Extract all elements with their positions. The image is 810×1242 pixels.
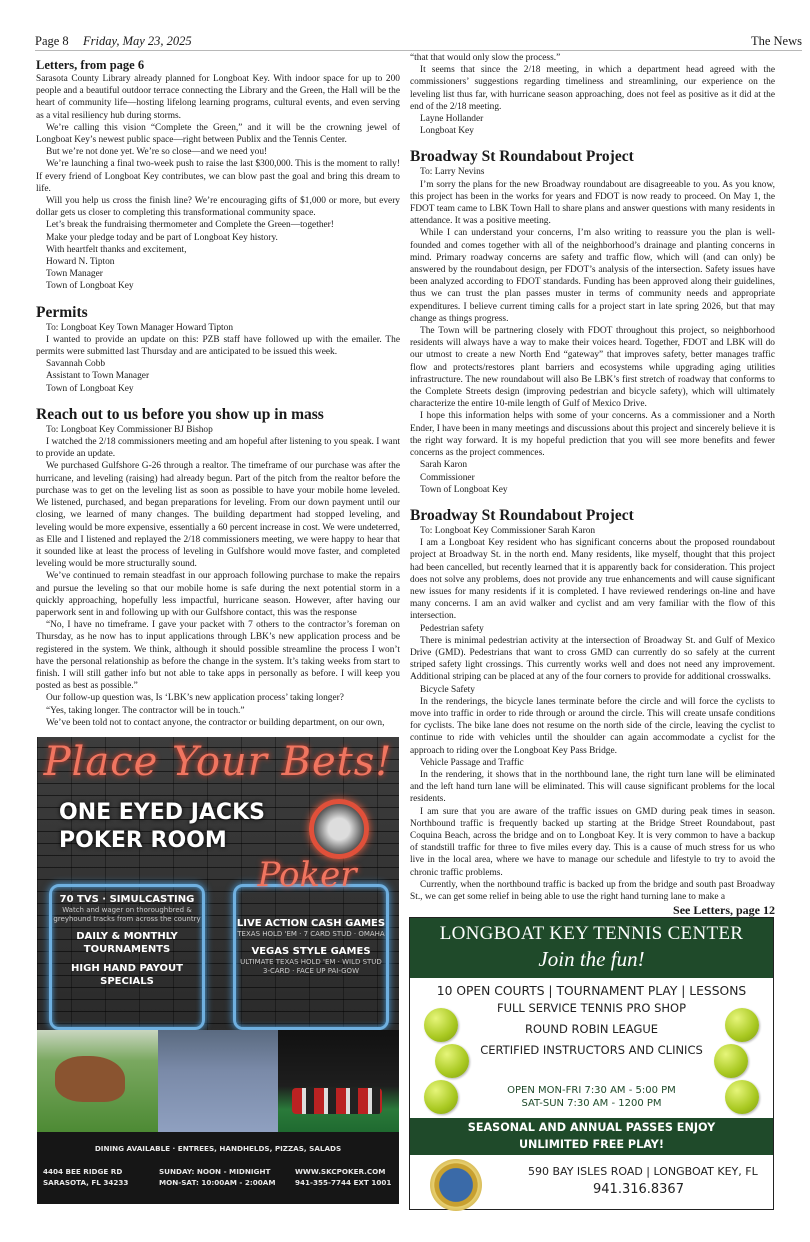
banner-line: SEASONAL AND ANNUAL PASSES ENJOY: [467, 1121, 716, 1134]
tennis-center-ad: [409, 917, 774, 1210]
business-name-line: POKER ROOM: [59, 828, 227, 853]
paragraph: I hope this information helps with some of your concerns. As a commissioner and a North Ender, I have been in many meetings and discussions about this project and sincerely believe it is the right way forward. It is my hopeful prediction that you will see more benefits and fewer concerns as the project commences.: [410, 411, 775, 459]
subheading: Pedestrian safety: [420, 623, 484, 634]
features-line: 10 OPEN COURTS | TOURNAMENT PLAY | LESSONS: [436, 984, 747, 998]
hours-line: SAT-SUN 7:30 AM - 1200 PM: [521, 1098, 662, 1109]
letter-recipient: To: Longboat Key Town Manager Howard Tipton: [46, 322, 234, 333]
paragraph: The Town will be partnering closely with FDOT throughout this project, so neighborhood residents will always have a way to make their voices heard. Together, FDOT and LBK will do our utmost to create a new North End “gateway” that improves safety, better manages traffic flow and protects/restores plant barriers and ecosystems while upgrading aging utilities infrastructure. The new roundabout will also Be LBK’s first stretch of roadway that conforms to the Complete Streets design (improving pedestrian and bicycle safety), which will ultimately characterize the entire 10-mile length of Gulf of Mexico Drive.: [410, 326, 775, 410]
ad-features: [410, 978, 773, 1118]
paragraph: While I can understand your concerns, I’m also writing to reassure you the plan is well-founded and comes together with all of the neighborhood’s drainage and planting concerns in mind. Primary roadway concerns are safety and traffic flow, which will (and can only) be answered by the roundabout design, per FDOT’s analysis of the intersection. Safety issues have been analyzed according to FDOT standards. Funding has been approved along their guidelines, thus we can trust the plan passes muster in terms of community needs and appropriate expenditures. I believe current timing calls for a project start in late spring 2026, but that may change as things progress.: [410, 228, 775, 324]
address: 590 BAY ISLES ROAD | LONGBOAT KEY, FL: [528, 1165, 758, 1178]
ad-header: [410, 918, 773, 978]
tennis-ball-icon: [725, 1008, 759, 1042]
paragraph: Let’s break the fundraising thermometer and Complete the Green—together!: [46, 220, 334, 231]
horse-racing-photo: [37, 1030, 158, 1132]
right-column: [410, 52, 775, 917]
ad-footer: [37, 1132, 399, 1204]
paragraph: But we’re not done yet. We’re so close—and we need you!: [46, 147, 268, 158]
right-neon-box: [233, 884, 389, 1030]
contact-block: [295, 1166, 391, 1188]
paragraph: In the rendering, it shows that in the northbound lane, the right turn lane will be eliminated and the left hand turn lane will be eliminated. This will cause significant problems for the local residents.: [410, 769, 775, 805]
tennis-ball-icon: [424, 1008, 458, 1042]
paragraph: Sarasota County Library already planned for Longboat Key. With indoor space for up to 200 people and a beautiful outdoor terrace connecting the Library and the Green, the Hall will be the heart of community life—hosting lifelong learning programs, cultural events, and even serving as a vital resiliency hub during storms.: [36, 74, 400, 121]
paragraph: We purchased Gulfshore G-26 through a realtor. The timeframe of our purchase was after the hurricane, and leveling (raising) had already begun. Part of the pitch from the realtor before the purchase was to get on the leveling list as soon as possible to have your mobile home leveled. We listened, purchased, and began preparations for leveling. From our down payment until our closing, we learned of many changes. The building department had stopped leveling, and leveling would be more expensive, essentially a 60 percent increase in cost. We were undeterred, as Elle and I listened and replayed the 2/18 commissioners meeting, we were happy to hear that it sounded like at least the process of leveling in Gulfshore would move faster, and completed leveling would be more structurally sound.: [36, 461, 400, 570]
jack-logo-icon: [309, 799, 369, 859]
roundabout-heading-2: Broadway St Roundabout Project: [410, 506, 634, 524]
signature-line: Howard N. Tipton: [46, 257, 115, 268]
signature-line: Savannah Cobb: [46, 359, 106, 370]
letter-recipient: To: Longboat Key Commissioner BJ Bishop: [46, 424, 213, 435]
hours: [410, 1084, 773, 1110]
signature-line: Town of Longboat Key: [46, 383, 134, 394]
feature: 70 TVS · SIMULCASTING: [59, 894, 195, 905]
paragraph: With heartfelt thanks and excitement,: [46, 244, 187, 255]
signature-line: Longboat Key: [420, 126, 474, 137]
paragraph: In the renderings, the bicycle lanes terminate before the circle and will force the cyclists to move into traffic in order to ride through or around the circle. This will create unsafe conditions for cyclists. The bike lane does not resume on the north side of the circle, leaving the cyclist to continue to ride with vehicles until the shoulder can again accommodate a cyclist for the approach to riding over the Longboat Key Pass Bridge.: [410, 696, 775, 756]
signature-line: Commissioner: [420, 472, 475, 483]
feature: LIVE ACTION CASH GAMES: [236, 918, 386, 929]
paragraph: Currently, when the northbound traffic is backed up from the bridge and south past Broadway St., we can get some relief in being able to use the right hand turning lane to make a: [410, 879, 775, 902]
dining-info: DINING AVAILABLE · ENTREES, HANDHELDS, PIZZAS, SALADS: [94, 1144, 342, 1153]
ad-title: LONGBOAT KEY TENNIS CENTER: [439, 923, 744, 944]
page-header: [35, 32, 802, 51]
page-number: Page 8: [35, 34, 69, 48]
paragraph: I am sure that you are aware of the traffic issues on GMD during peak times in season. Northbound traffic is frequently backed up starting at the Bridge Street Roundabout, past Coquina Beach, across the bridge and on to Longboat Key. It is very common to have a backup of standstill traffic for three to five miles every day. This is a cause of much stress for us who live in the local area, where we have to manage our schedule and lifestyle to try to avoid the chronic traffic problems.: [410, 806, 775, 878]
signature-line: Town of Longboat Key: [420, 484, 508, 495]
paragraph: There is minimal pedestrian activity at the intersection of Broadway St. and Gulf of Mexico Drive (GMD). Pedestrians that want to cross GMD can currently do so safely at the current striped safety light crossings. This currently works well and does not need any improvement. Additional striping can be placed at any of the four corners to provide for additional crosswalks.: [410, 635, 775, 683]
left-neon-box: [49, 884, 205, 1030]
signature-line: Layne Hollander: [420, 114, 484, 125]
signature-line: Assistant to Town Manager: [46, 371, 150, 382]
ad-contact: [410, 1155, 773, 1207]
ad-tagline: Join the fun!: [538, 947, 645, 971]
paragraph: I’m sorry the plans for the new Broadway roundabout are disagreeable to you. As you know, this project has been in the works for years and FDOT is now ready to proceed. On May 1, the FDOT team came to LBK Town Hall to share plans and answer questions with many residents in attendance. It was a positive meeting.: [410, 179, 775, 227]
continued-link[interactable]: See Letters, page 12: [673, 903, 775, 918]
paragraph: We’ve continued to remain steadfast in our approach following purchase to make the repairs and pursue the leveling so that our mobile home is safe during the next potential storm in a quickly approaching, hopefully less impactful, hurricane season. However, after having our paperwork sent in and following up with our Gulfshore contact, this was the response: [36, 571, 400, 618]
publication-name: The News: [750, 34, 802, 48]
feature-detail: ULTIMATE TEXAS HOLD 'EM · WILD STUD 3-CARD · FACE UP PAI-GOW: [240, 958, 382, 975]
tennis-ball-icon: [714, 1044, 748, 1078]
paragraph: We’re launching a final two-week push to raise the last $300,000. This is the moment to rally! If every friend of Longboat Key contributes, we can blow past the goal and bring this dream to life.: [36, 159, 400, 194]
paragraph: It seems that since the 2/18 meeting, in which a department head agreed with the commissioners’ suggestions regarding timeliness and streamlining, our experience on the leveling list thus far, with hurricane season approaching, does not feel as positive as it did at the end of the 2/18 meeting.: [410, 65, 775, 112]
subheading: Bicycle Safety: [420, 684, 475, 695]
hours-line: SUNDAY: NOON - MIDNIGHT: [159, 1167, 271, 1176]
paragraph: “No, I have no timeframe. I gave your packet with 7 others to the contractor’s foreman on Thursday, as he now has to input applications through LBK’s new application process and be registered in the system. We think, although it should possible streamline the process I won’t have the personal relationship as before the change in the system. It’s taking weeks from start to finish. I will still gather info but not able to take apps in personally as before. I will keep you posted as best as possible.”: [36, 620, 400, 692]
paragraph: I watched the 2/18 commissioners meeting and am hopeful after listening to you speak. I want to provide an update.: [36, 437, 400, 460]
letter-recipient: To: Larry Nevins: [420, 167, 485, 178]
tennis-ball-icon: [435, 1044, 469, 1078]
paragraph: Will you help us cross the finish line? We’re encouraging gifts of $1,000 or more, but every dollar gets us closer to completing this transformational community space.: [36, 196, 400, 219]
paragraph: Our follow-up question was, Is ‘LBK’s new application process’ taking longer?: [46, 693, 344, 704]
feature: CERTIFIED INSTRUCTORS AND CLINICS: [480, 1043, 703, 1057]
feature: DAILY & MONTHLY TOURNAMENTS: [76, 931, 178, 955]
continued-heading: Letters, from page 6: [36, 58, 145, 72]
town-seal-icon: [430, 1159, 482, 1211]
paragraph: I am a Longboat Key resident who has significant concerns about the proposed roundabout project at Broadway St. in the north end. Many residents, like myself, thought that this project had been cancelled, but recently learned that it is apparently back for consideration. This project does not solve any problems, does not provide any true enhancements and will cause significant new issues for many residents if it is completed. I have reviewed renderings on-line and have many concerns. I am an avid walker and cyclist and am very familiar with the flow of this intersection.: [410, 538, 775, 622]
hours-line: MON-SAT: 10:00AM - 2:00AM: [159, 1178, 276, 1187]
address-block: [43, 1166, 128, 1188]
phone-number: 941.316.8367: [593, 1182, 684, 1197]
feature: HIGH HAND PAYOUT SPECIALS: [71, 963, 183, 987]
signature-line: Town Manager: [46, 269, 103, 280]
feature: ROUND ROBIN LEAGUE: [524, 1022, 659, 1036]
paragraph: Make your pledge today and be part of Longboat Key history.: [46, 232, 278, 243]
ad-photo-strip: [37, 1030, 399, 1132]
permits-heading: Permits: [36, 303, 88, 321]
feature: VEGAS STYLE GAMES: [251, 946, 371, 957]
feature-detail: TEXAS HOLD 'EM · 7 CARD STUD · OMAHA: [237, 930, 385, 938]
hours-block: [159, 1166, 276, 1188]
signature-line: Town of Longboat Key: [46, 281, 134, 292]
paragraph: We’ve been told not to contact anyone, the contractor or building department, on our own,: [46, 717, 385, 728]
website[interactable]: WWW.SKCPOKER.COM: [295, 1167, 386, 1176]
roundabout-heading-1: Broadway St Roundabout Project: [410, 148, 634, 166]
paragraph: We’re calling this vision “Complete the Green,” and it will be the crowning jewel of Longboat Key’s newest public space—right between Publix and the Tennis Center.: [36, 122, 400, 146]
paragraph: I wanted to provide an update on this: PZB staff have followed up with the emailer. The permits were submitted last Thursday and are anticipated to be issued this week.: [36, 334, 400, 358]
poker-room-photo: [158, 1030, 279, 1132]
poker-room-ad: [37, 737, 399, 1204]
poker-chips-photo: [278, 1030, 399, 1132]
reach-out-heading: Reach out to us before you show up in mass: [36, 405, 324, 423]
left-column: [36, 58, 400, 729]
paragraph: “Yes, taking longer. The contractor will be in touch.”: [46, 705, 245, 716]
address-line: SARASOTA, FL 34233: [43, 1178, 129, 1187]
paragraph: “that that would only slow the process.”: [410, 53, 561, 63]
poker-neon-sign: Poker: [257, 855, 357, 895]
passes-banner: [410, 1118, 773, 1155]
tennis-ball-icon: [424, 1080, 458, 1114]
subheading: Vehicle Passage and Traffic: [420, 757, 524, 768]
signature-line: Sarah Karon: [420, 460, 468, 471]
ad-headline: Place Your Bets!: [43, 739, 393, 785]
tennis-ball-icon: [725, 1080, 759, 1114]
issue-date: Friday, May 23, 2025: [83, 34, 192, 48]
feature: FULL SERVICE TENNIS PRO SHOP: [496, 1001, 687, 1015]
ad-business-name: [59, 799, 265, 855]
address-line: 4404 BEE RIDGE RD: [43, 1167, 123, 1176]
hours-line: OPEN MON-FRI 7:30 AM - 5:00 PM: [507, 1085, 676, 1096]
phone-number: 941-355-7744 EXT 1001: [295, 1178, 392, 1187]
letter-recipient: To: Longboat Key Commissioner Sarah Karon: [420, 525, 596, 536]
feature-detail: Watch and wager on thoroughbred & greyhound tracks from across the country: [53, 906, 201, 923]
banner-line: UNLIMITED FREE PLAY!: [518, 1138, 665, 1151]
business-name-line: ONE EYED JACKS: [59, 800, 265, 825]
